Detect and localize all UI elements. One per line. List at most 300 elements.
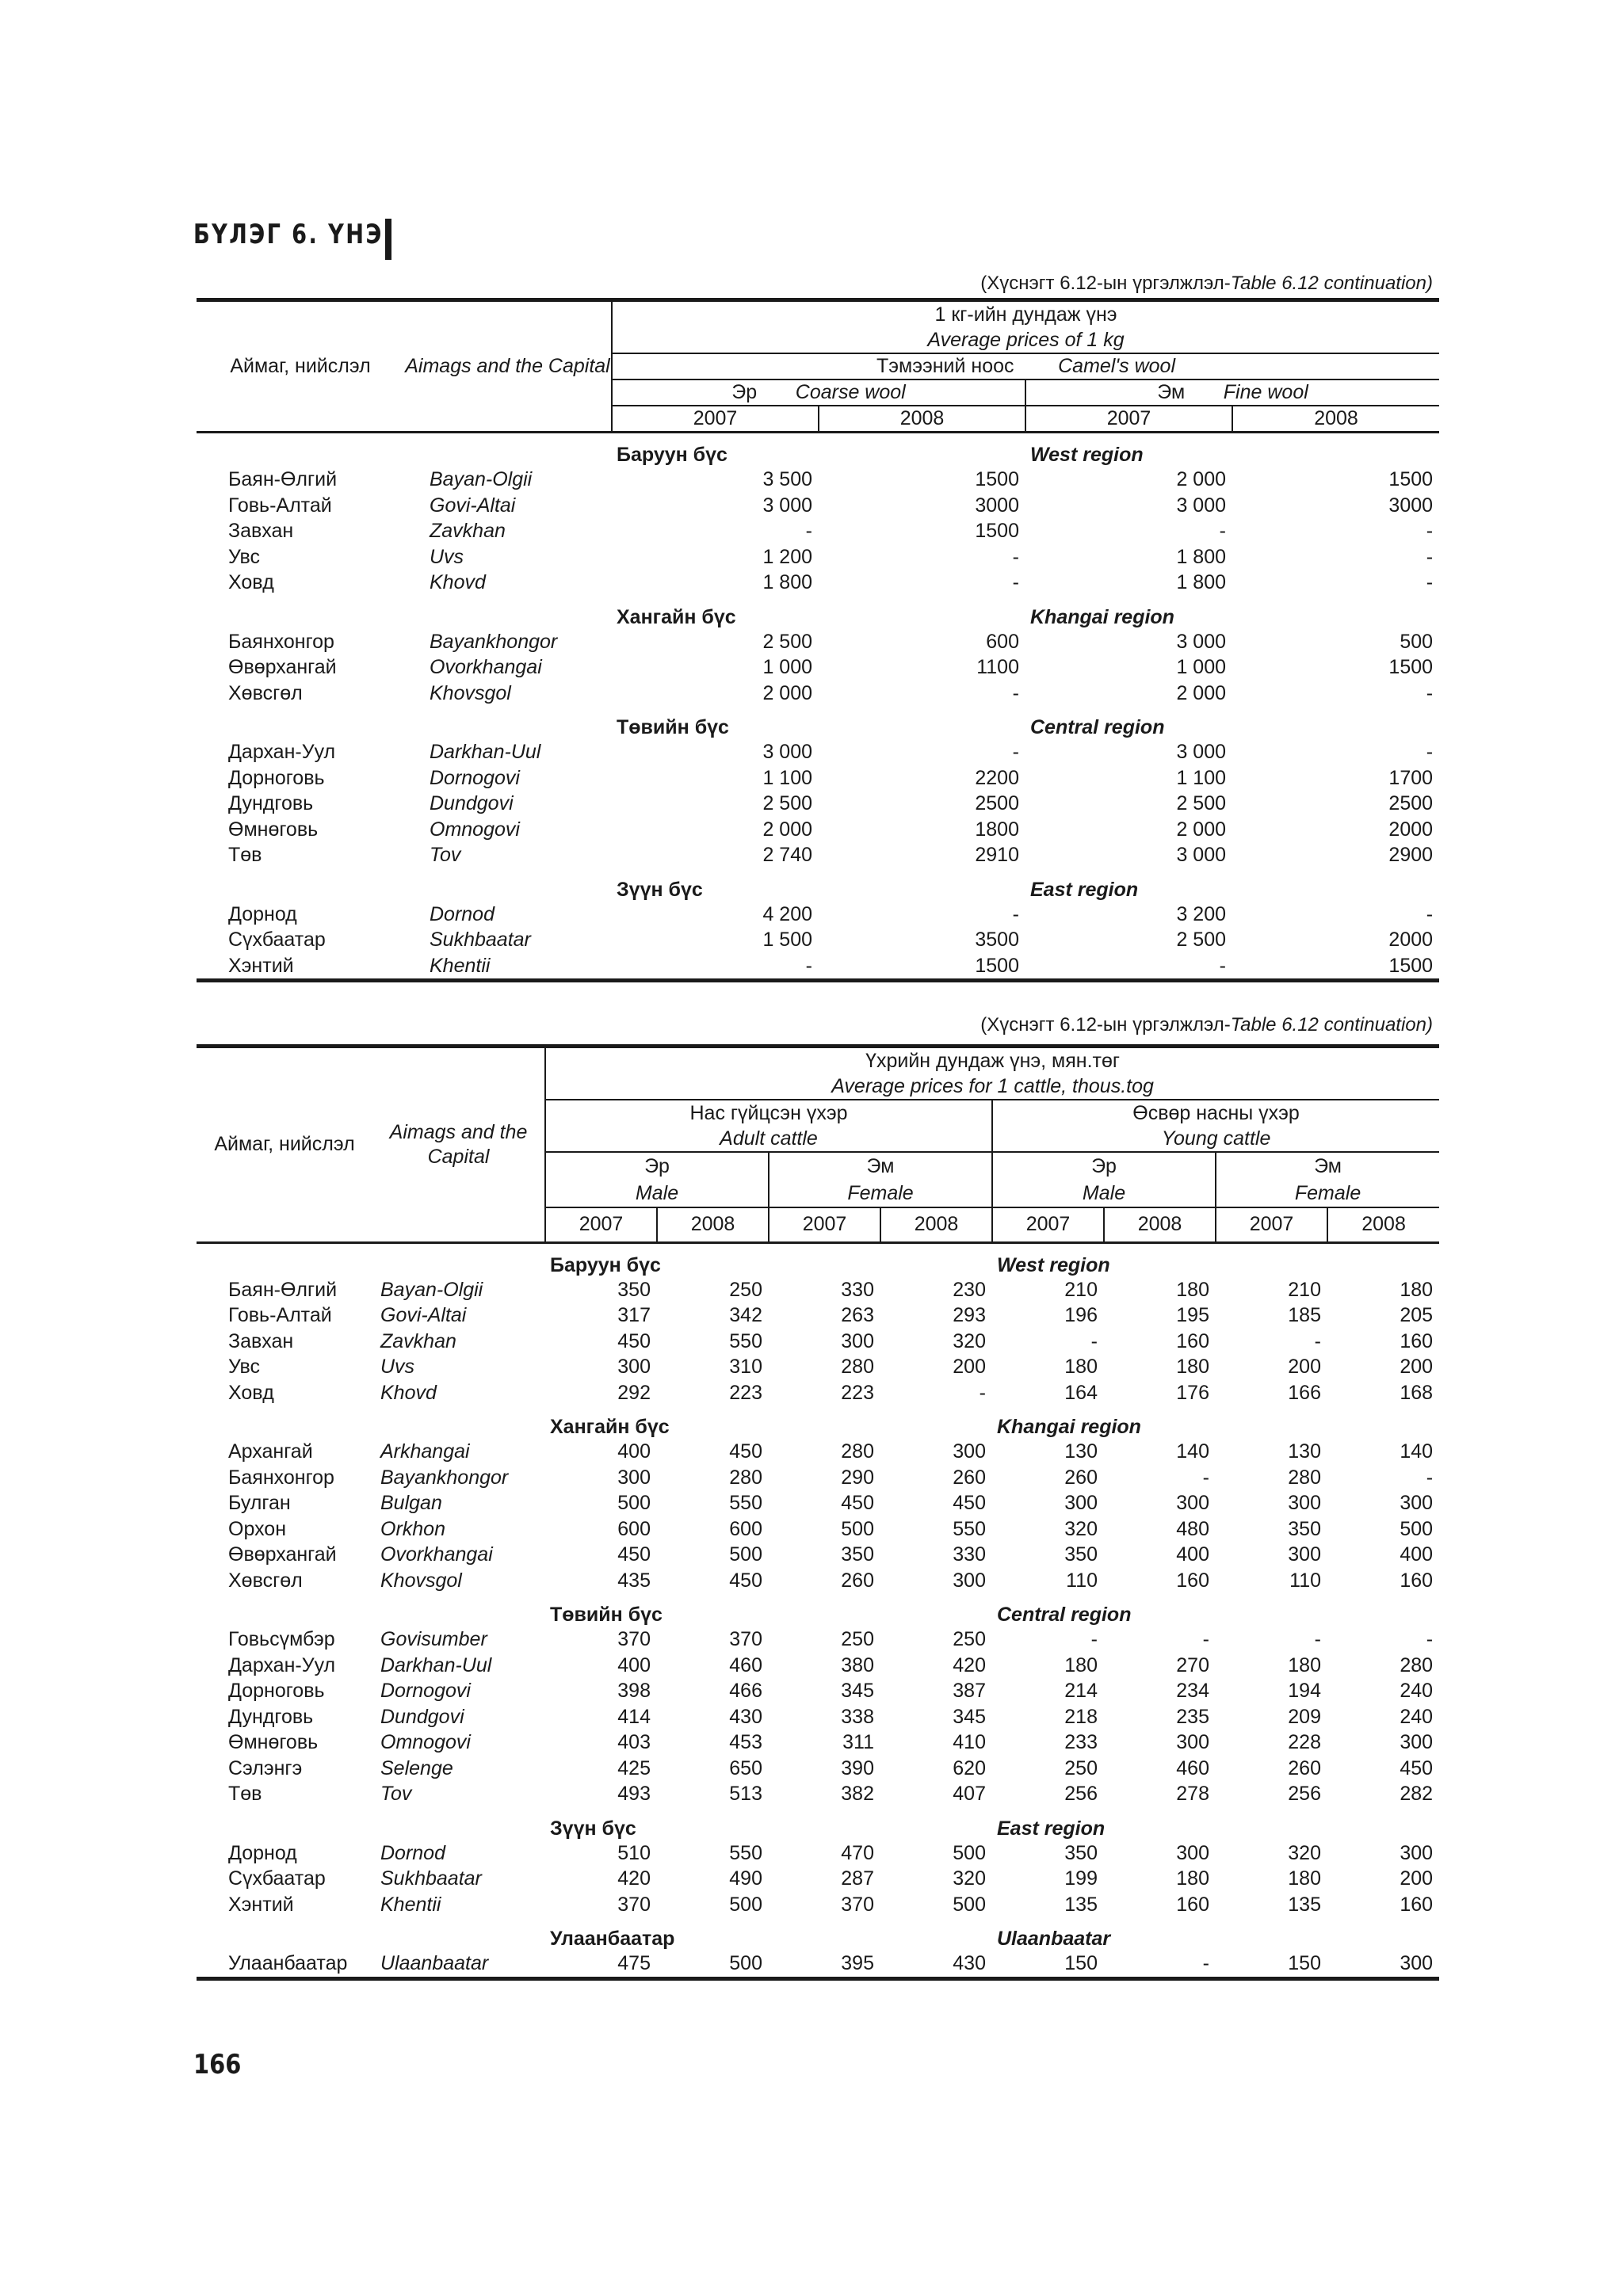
- region-name-mn: Баруун бүс: [550, 1253, 661, 1276]
- aimag-name-en: Bulgan: [380, 1492, 442, 1515]
- aimag-name-mn: Дундговь: [228, 1705, 314, 1728]
- price-cell: 450: [729, 1440, 762, 1463]
- price-cell: 199: [1064, 1867, 1098, 1890]
- price-cell: 3000: [1388, 494, 1434, 517]
- price-cell: -: [1314, 1628, 1321, 1651]
- region-row: [197, 1593, 1439, 1627]
- aimag-name-en: Darkhan-Uul: [430, 741, 541, 764]
- price-cell: 176: [1176, 1381, 1209, 1404]
- table-row: [197, 1704, 1439, 1730]
- price-cell: 200: [1400, 1356, 1434, 1379]
- year-header: 2007: [545, 1207, 657, 1242]
- aimag-name-en: Bayan-Olgii: [380, 1278, 483, 1301]
- year-header: 2008: [1232, 406, 1439, 433]
- price-cell: 345: [953, 1705, 986, 1728]
- price-cell: 470: [841, 1841, 874, 1864]
- year-header: 2007: [1216, 1207, 1327, 1242]
- price-cell: 180: [1176, 1356, 1209, 1379]
- price-cell: 400: [617, 1653, 651, 1676]
- year-header: 2007: [612, 406, 819, 433]
- table-row: [197, 791, 1439, 817]
- aimag-name-mn: Баянхонгор: [228, 1466, 334, 1489]
- fine-wool-mn: Эм: [1157, 381, 1186, 403]
- region-row: [197, 433, 1439, 467]
- price-cell: 430: [729, 1705, 762, 1728]
- table-row: [197, 629, 1439, 655]
- price-cell: 500: [953, 1893, 986, 1916]
- price-cell: -: [1426, 681, 1434, 704]
- price-cell: 2 500: [762, 630, 812, 653]
- aimag-name-mn: Өмнөговь: [228, 1731, 319, 1754]
- table-row: [197, 953, 1439, 981]
- price-cell: 1 000: [762, 656, 812, 679]
- fine-wool-header: [1025, 379, 1439, 406]
- price-cell: 350: [617, 1278, 651, 1301]
- price-cell: 300: [1176, 1841, 1209, 1864]
- col-aimag-header: Аймаг, нийслэл: [197, 1047, 372, 1243]
- region-name-mn: Төвийн бүс: [550, 1604, 663, 1626]
- price-cell: -: [1426, 902, 1434, 925]
- price-cell: 280: [1400, 1653, 1434, 1676]
- price-cell: 250: [953, 1628, 986, 1651]
- price-cell: 450: [953, 1492, 986, 1515]
- adult-cattle-header: [545, 1100, 992, 1152]
- price-cell: 3 200: [1176, 902, 1226, 925]
- aimag-name-mn: Булган: [228, 1492, 291, 1515]
- price-cell: 350: [841, 1543, 874, 1566]
- price-cell: 320: [953, 1867, 986, 1890]
- aimag-name-en: Khentii: [404, 953, 612, 981]
- aimag-name-mn: Завхан: [228, 520, 294, 543]
- table-row: [197, 493, 1439, 519]
- price-cell: 263: [841, 1304, 874, 1327]
- price-cell: -: [1314, 1329, 1321, 1352]
- aimag-name-mn: Төв: [228, 844, 262, 867]
- price-cell: 3 000: [762, 741, 812, 764]
- aimag-name-mn: Дархан-Уул: [228, 741, 336, 764]
- wool-table-header: [197, 300, 1439, 433]
- price-cell: 180: [1288, 1653, 1321, 1676]
- price-cell: 500: [953, 1841, 986, 1864]
- price-cell: 500: [841, 1517, 874, 1540]
- price-cell: 382: [841, 1783, 874, 1806]
- price-cell: 150: [992, 1951, 1104, 1978]
- col-aimags-en-header: Aimags and the Capital: [372, 1047, 545, 1243]
- price-cell: 500: [657, 1951, 769, 1978]
- price-cell: 550: [729, 1492, 762, 1515]
- table-row: [197, 1568, 1439, 1594]
- page-number: 166: [193, 2049, 242, 2081]
- price-cell: 650: [729, 1756, 762, 1779]
- aimag-name-mn: Хэнтий: [197, 953, 404, 981]
- price-cell: 2 000: [762, 818, 812, 841]
- price-cell: 345: [841, 1680, 874, 1703]
- aimag-name-en: Dornogovi: [430, 766, 520, 789]
- price-cell: 2500: [1388, 792, 1434, 815]
- table-row: [197, 1439, 1439, 1465]
- price-cell: 370: [841, 1893, 874, 1916]
- price-cell: 370: [617, 1628, 651, 1651]
- price-cell: 513: [729, 1783, 762, 1806]
- adult-cattle-mn: Нас гүйцсэн үхэр: [689, 1102, 848, 1124]
- price-cell: 3 000: [1176, 844, 1226, 867]
- cattle-avg-price-header: [545, 1047, 1439, 1100]
- female-mn: Эм: [1314, 1155, 1342, 1177]
- aimag-name-en: Bayankhongor: [380, 1466, 509, 1489]
- price-cell: 600: [729, 1517, 762, 1540]
- price-cell: 510: [617, 1841, 651, 1864]
- aimag-name-en: Omnogovi: [430, 818, 520, 841]
- price-cell: 395: [769, 1951, 880, 1978]
- price-cell: 490: [729, 1867, 762, 1890]
- price-cell: 135: [1288, 1893, 1321, 1916]
- aimag-name-en: Selenge: [380, 1756, 453, 1779]
- price-cell: 166: [1288, 1381, 1321, 1404]
- price-cell: 1500: [975, 468, 1019, 491]
- price-cell: 233: [1064, 1731, 1098, 1754]
- region-name-en: East region: [997, 1817, 1106, 1840]
- price-cell: 450: [1400, 1756, 1434, 1779]
- price-cell: 1 800: [1176, 571, 1226, 594]
- price-cell: 390: [841, 1756, 874, 1779]
- price-cell: 300: [1288, 1492, 1321, 1515]
- aimag-name-mn: Говьсүмбэр: [228, 1628, 335, 1651]
- price-cell: 320: [953, 1329, 986, 1352]
- price-cell: 300: [1400, 1731, 1434, 1754]
- col-aimags-en-header: Aimags and the Capital: [404, 300, 612, 433]
- aimag-name-mn: Сүхбаатар: [228, 1867, 326, 1890]
- price-cell: 278: [1176, 1783, 1209, 1806]
- price-cell: 300: [1400, 1841, 1434, 1864]
- price-cell: 260: [1064, 1466, 1098, 1489]
- price-cell: 1 500: [762, 929, 812, 952]
- region-name-en: West region: [1030, 444, 1144, 466]
- region-name-mn: Хангайн бүс: [617, 605, 736, 628]
- aimag-name-mn: Баян-Өлгий: [228, 468, 338, 491]
- table1-continuation-mn: (Хүснэгт 6.12-ын үргэлжлэл-: [980, 273, 1231, 294]
- price-cell: 180: [1064, 1356, 1098, 1379]
- aimag-name-mn: Сэлэнгэ: [228, 1756, 303, 1779]
- table-row: [197, 1678, 1439, 1704]
- year-header: 2008: [819, 406, 1025, 433]
- price-cell: -: [1104, 1951, 1216, 1978]
- avg-price-header: [612, 300, 1439, 354]
- aimag-name-mn: Хэнтий: [228, 1893, 294, 1916]
- aimag-name-mn: Дархан-Уул: [228, 1653, 336, 1676]
- price-cell: 493: [617, 1783, 651, 1806]
- cattle-avg-en: Average prices for 1 cattle, thous.tog: [831, 1075, 1154, 1097]
- price-cell: 2500: [975, 792, 1019, 815]
- avg-price-mn: 1 кг-ийн дундаж үнэ: [934, 303, 1117, 326]
- table-row: [197, 1866, 1439, 1892]
- price-cell: 1100: [976, 656, 1019, 679]
- price-cell: 140: [1400, 1440, 1434, 1463]
- year-header: 2007: [769, 1207, 880, 1242]
- adult-cattle-en: Adult cattle: [720, 1127, 818, 1150]
- price-cell: 240: [1400, 1705, 1434, 1728]
- price-cell: -: [1090, 1329, 1098, 1352]
- aimag-name-en: Dundgovi: [380, 1705, 464, 1728]
- aimag-name-en: Govisumber: [380, 1628, 487, 1651]
- table-row: [197, 765, 1439, 791]
- aimag-name-mn: Завхан: [228, 1329, 294, 1352]
- year-header: 2007: [1025, 406, 1232, 433]
- aimag-name-en: Dornogovi: [380, 1680, 471, 1703]
- price-cell: 223: [729, 1381, 762, 1404]
- price-cell: 130: [1288, 1440, 1321, 1463]
- price-cell: 250: [841, 1628, 874, 1651]
- young-male-header: [992, 1152, 1216, 1207]
- price-cell: 1 200: [762, 545, 812, 568]
- price-cell: 3000: [975, 494, 1019, 517]
- price-cell: 300: [953, 1440, 986, 1463]
- table-row: [197, 1951, 1439, 1978]
- price-cell: 430: [880, 1951, 992, 1978]
- adult-male-header: [545, 1152, 769, 1207]
- region-name-mn: Улаанбаатар: [550, 1928, 675, 1950]
- table-row: [197, 1329, 1439, 1355]
- price-cell: 200: [1400, 1867, 1434, 1890]
- price-cell: 450: [729, 1569, 762, 1592]
- region-row: [197, 1405, 1439, 1439]
- table1-continuation-note: [980, 273, 1433, 295]
- price-cell: 3 000: [1176, 741, 1226, 764]
- aimag-name-mn: Говь-Алтай: [228, 494, 332, 517]
- aimag-name-en: Khovd: [430, 571, 486, 594]
- table-row: [197, 467, 1439, 493]
- price-cell: 1 800: [762, 571, 812, 594]
- region-row: [197, 1917, 1439, 1951]
- price-cell: -: [1426, 571, 1434, 594]
- aimag-name-mn: Хөвсгөл: [228, 1569, 303, 1592]
- aimag-name-mn: Баянхонгор: [228, 630, 334, 653]
- price-cell: 160: [1400, 1569, 1434, 1592]
- price-cell: -: [1426, 1628, 1434, 1651]
- camel-wool-en: Camel's wool: [1058, 355, 1176, 377]
- price-cell: 600: [617, 1517, 651, 1540]
- price-cell: 1 000: [1176, 656, 1226, 679]
- aimag-name-mn: Ховд: [228, 571, 274, 594]
- price-cell: 300: [617, 1466, 651, 1489]
- price-cell: 2 000: [1176, 818, 1226, 841]
- wool-table-body: [197, 433, 1439, 981]
- price-cell: 180: [1064, 1653, 1098, 1676]
- price-cell: 350: [1064, 1841, 1098, 1864]
- table-row: [197, 654, 1439, 681]
- price-cell: 210: [1064, 1278, 1098, 1301]
- price-cell: -: [1012, 571, 1019, 594]
- price-cell: 4 200: [762, 902, 812, 925]
- table-row: [197, 1840, 1439, 1867]
- price-cell: 300: [1176, 1492, 1209, 1515]
- female-mn: Эм: [866, 1155, 895, 1177]
- price-cell: 414: [617, 1705, 651, 1728]
- aimag-name-mn: Баян-Өлгий: [228, 1278, 338, 1301]
- price-cell: -: [1426, 520, 1434, 543]
- camel-wool-mn: Тэмээний ноос: [876, 355, 1014, 377]
- aimag-name-mn: Ховд: [228, 1381, 274, 1404]
- price-cell: 450: [617, 1329, 651, 1352]
- price-cell: 300: [1400, 1492, 1434, 1515]
- price-cell: 410: [953, 1731, 986, 1754]
- table-row: [197, 1277, 1439, 1303]
- price-cell: 380: [841, 1653, 874, 1676]
- aimag-name-en: Zavkhan: [430, 520, 506, 543]
- aimag-name-en: Dundgovi: [430, 792, 514, 815]
- price-cell: -: [1202, 1628, 1209, 1651]
- price-cell: 2200: [975, 766, 1019, 789]
- price-cell: 2910: [975, 844, 1019, 867]
- price-cell: 450: [841, 1492, 874, 1515]
- price-cell: 342: [729, 1304, 762, 1327]
- region-name-en: East region: [1030, 878, 1139, 901]
- wool-price-table: [197, 298, 1439, 982]
- price-cell: 185: [1288, 1304, 1321, 1327]
- price-cell: 338: [841, 1705, 874, 1728]
- table-row: [197, 1465, 1439, 1491]
- price-cell: 160: [1176, 1569, 1209, 1592]
- aimag-name-en: Sukhbaatar: [380, 1867, 482, 1890]
- aimag-name-en: Khentii: [380, 1893, 441, 1916]
- male-en: Male: [1082, 1182, 1126, 1204]
- price-cell: 200: [953, 1356, 986, 1379]
- price-cell: 435: [617, 1569, 651, 1592]
- table-row: [197, 1542, 1439, 1568]
- price-cell: 228: [1288, 1731, 1321, 1754]
- price-cell: 500: [729, 1893, 762, 1916]
- camel-wool-header: [612, 353, 1439, 379]
- price-cell: 466: [729, 1680, 762, 1703]
- price-cell: 150: [1216, 1951, 1327, 1978]
- aimag-name-mn: Хөвсгөл: [228, 681, 303, 704]
- price-cell: 160: [1176, 1893, 1209, 1916]
- price-cell: 160: [1176, 1329, 1209, 1352]
- price-cell: 180: [1400, 1278, 1434, 1301]
- price-cell: 180: [1176, 1867, 1209, 1890]
- aimag-name-en: Ovorkhangai: [430, 656, 542, 679]
- price-cell: 350: [1064, 1543, 1098, 1566]
- table-row: [197, 1756, 1439, 1782]
- price-cell: 400: [1400, 1543, 1434, 1566]
- price-cell: 550: [729, 1841, 762, 1864]
- price-cell: 1 100: [1176, 766, 1226, 789]
- price-cell: 260: [1288, 1756, 1321, 1779]
- aimag-name-mn: Дорноговь: [228, 1680, 325, 1703]
- price-cell: 234: [1176, 1680, 1209, 1703]
- price-cell: 130: [1064, 1440, 1098, 1463]
- price-cell: 330: [953, 1543, 986, 1566]
- aimag-name-en: Dornod: [430, 902, 495, 925]
- aimag-name-mn: Увс: [228, 1356, 260, 1379]
- price-cell: -: [1012, 545, 1019, 568]
- price-cell: 1500: [1232, 953, 1439, 981]
- price-cell: 260: [841, 1569, 874, 1592]
- price-cell: 2000: [1388, 818, 1434, 841]
- region-name-en: Central region: [1030, 716, 1165, 738]
- price-cell: 256: [1064, 1783, 1098, 1806]
- table-row: [197, 902, 1439, 928]
- female-en: Female: [1294, 1182, 1361, 1204]
- price-cell: 550: [729, 1329, 762, 1352]
- female-en: Female: [847, 1182, 914, 1204]
- price-cell: 260: [953, 1466, 986, 1489]
- table-row: [197, 1730, 1439, 1756]
- price-cell: 282: [1400, 1783, 1434, 1806]
- price-cell: 180: [1288, 1867, 1321, 1890]
- price-cell: 475: [545, 1951, 657, 1978]
- price-cell: -: [1012, 741, 1019, 764]
- price-cell: -: [979, 1381, 986, 1404]
- cattle-table-body: [197, 1242, 1439, 1978]
- price-cell: 500: [1400, 1517, 1434, 1540]
- table-row: [197, 1302, 1439, 1329]
- table-row: [197, 739, 1439, 765]
- aimag-name-mn: Архангай: [228, 1440, 313, 1463]
- aimag-name-en: Tov: [380, 1783, 412, 1806]
- region-name-mn: Зүүн бүс: [550, 1817, 636, 1840]
- price-cell: 300: [617, 1356, 651, 1379]
- price-cell: 1700: [1388, 766, 1434, 789]
- price-cell: 3 000: [1176, 494, 1226, 517]
- price-cell: 500: [617, 1492, 651, 1515]
- price-cell: 400: [617, 1440, 651, 1463]
- price-cell: 209: [1288, 1705, 1321, 1728]
- price-cell: 292: [617, 1381, 651, 1404]
- price-cell: 550: [953, 1517, 986, 1540]
- price-cell: 250: [1064, 1756, 1098, 1779]
- table-row: [197, 927, 1439, 953]
- price-cell: 110: [1066, 1569, 1098, 1592]
- price-cell: 387: [953, 1680, 986, 1703]
- price-cell: 330: [841, 1278, 874, 1301]
- aimag-name-en: Arkhangai: [380, 1440, 470, 1463]
- cattle-price-table: [197, 1044, 1439, 1981]
- price-cell: -: [1012, 681, 1019, 704]
- aimag-name-en: Darkhan-Uul: [380, 1653, 492, 1676]
- price-cell: 317: [617, 1304, 651, 1327]
- region-name-en: Central region: [997, 1604, 1132, 1626]
- table2-continuation-mn: (Хүснэгт 6.12-ын үргэлжлэл-: [980, 1014, 1231, 1035]
- table2-continuation-en: Table 6.12 continuation): [1230, 1014, 1433, 1035]
- table-row: [197, 518, 1439, 544]
- col-aimag-header: Аймаг, нийслэл: [197, 300, 404, 433]
- price-cell: 240: [1400, 1680, 1434, 1703]
- price-cell: 3 000: [1176, 630, 1226, 653]
- price-cell: 256: [1288, 1783, 1321, 1806]
- young-cattle-header: [992, 1100, 1439, 1152]
- price-cell: 300: [1288, 1543, 1321, 1566]
- cattle-table-header: [197, 1047, 1439, 1243]
- price-cell: -: [1025, 953, 1232, 981]
- table-row: [197, 1354, 1439, 1380]
- price-cell: 1800: [975, 818, 1019, 841]
- region-name-mn: Баруун бүс: [617, 444, 727, 466]
- price-cell: 287: [841, 1867, 874, 1890]
- table-row: [197, 570, 1439, 596]
- region-row: [197, 1807, 1439, 1840]
- young-female-header: [1216, 1152, 1439, 1207]
- aimag-name-mn: Дорнод: [228, 1841, 297, 1864]
- price-cell: 2 500: [1176, 929, 1226, 952]
- price-cell: 205: [1400, 1304, 1434, 1327]
- price-cell: 450: [617, 1543, 651, 1566]
- aimag-name-en: Ovorkhangai: [380, 1543, 493, 1566]
- price-cell: -: [1202, 1466, 1209, 1489]
- price-cell: -: [1012, 902, 1019, 925]
- table-row: [197, 1380, 1439, 1406]
- male-mn: Эр: [1091, 1155, 1117, 1177]
- aimag-name-en: Sukhbaatar: [430, 929, 531, 952]
